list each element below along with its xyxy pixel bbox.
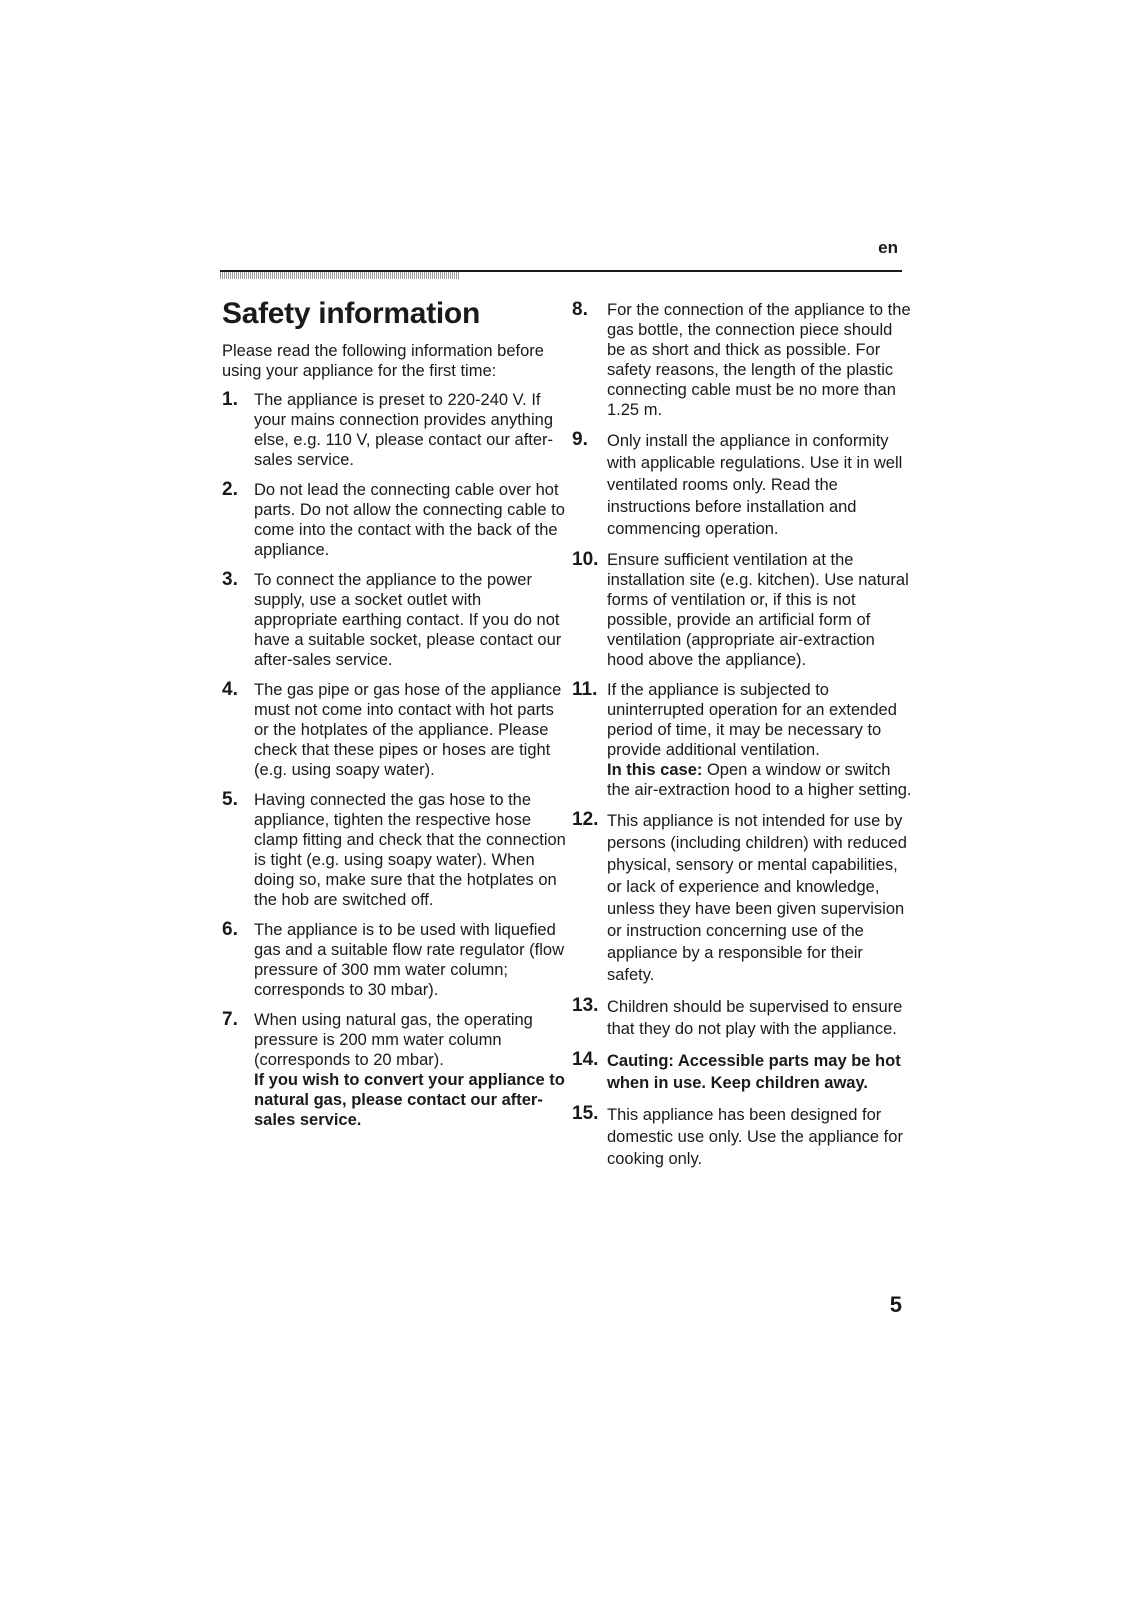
page-number: 5	[889, 1292, 902, 1317]
item-number: 14.	[572, 1049, 599, 1070]
item-text: If the appliance is subjected to uninterrupted operation for an extended period of time, it may be necessary to provide additional ventilation.	[607, 681, 897, 759]
item-text: Only install the appliance in conformity with applicable regulations. Use it in well ventilated rooms only. Read the instructions before installation and commencing operation.	[607, 432, 903, 538]
item-number: 6.	[222, 919, 238, 940]
item-number: 13.	[572, 995, 599, 1016]
safety-item	[572, 996, 912, 1040]
item-number: 11.	[572, 679, 598, 700]
item-number: 9.	[572, 429, 588, 450]
item-text: Ensure sufficient ventilation at the installation site (e.g. kitchen). Use natural forms of ventilation or, if this is not possible, provide an artificial form of ventilation (appropriate air-extraction hood above the appliance).	[607, 551, 909, 669]
item-number: 10.	[572, 549, 599, 570]
item-number: 5.	[222, 789, 238, 810]
safety-item	[222, 480, 567, 560]
item-text: The appliance is preset to 220-240 V. If your mains connection provides anything else, e.g. 110 V, please contact our after-sales service.	[254, 391, 554, 469]
item-warning-text: Cauting: Accessible parts may be hot when in use. Keep children away.	[607, 1052, 901, 1092]
safety-item	[572, 810, 912, 986]
item-text: Having connected the gas hose to the appliance, tighten the respective hose clamp fitting and check that the connection is tight (e.g. using soapy water). When doing so, make sure that the hotplates on the hob are switched off.	[254, 791, 566, 909]
item-warning-text: If you wish to convert your appliance to natural gas, please contact our after-sales service.	[254, 1071, 565, 1129]
item-text: Do not lead the connecting cable over hot parts. Do not allow the connecting cable to come into the contact with the back of the appliance.	[254, 481, 565, 559]
item-text: For the connection of the appliance to the gas bottle, the connection piece should be as short and thick as possible. For safety reasons, the length of the plastic connecting cable must be no more than 1.25 m.	[607, 301, 911, 419]
safety-item	[222, 920, 567, 1000]
safety-item	[222, 1010, 567, 1130]
left-column	[222, 296, 567, 1140]
page-title: Safety information	[222, 297, 480, 330]
item-number: 8.	[572, 299, 588, 320]
item-text: Children should be supervised to ensure that they do not play with the appliance.	[607, 998, 903, 1038]
item-text: When using natural gas, the operating pressure is 200 mm water column (corresponds to 20 mbar).	[254, 1011, 533, 1069]
header-hatch-bar	[220, 272, 460, 279]
safety-item	[222, 790, 567, 910]
item-number: 4.	[222, 679, 238, 700]
language-code: en	[878, 238, 898, 257]
case-label: In this case:	[607, 761, 703, 779]
intro-text: Please read the following information before using your appliance for the first time:	[222, 342, 544, 380]
item-text: To connect the appliance to the power supply, use a socket outlet with appropriate earthing contact. If you do not have a suitable socket, please contact our after-sales service.	[254, 571, 562, 669]
safety-item	[572, 1050, 912, 1094]
right-column	[572, 300, 912, 1180]
item-text: The appliance is to be used with liquefied gas and a suitable flow rate regulator (flow pressure of 300 mm water column; corresponds to 30 mbar).	[254, 921, 565, 999]
item-number: 2.	[222, 479, 238, 500]
safety-item	[222, 570, 567, 670]
item-text: This appliance is not intended for use by persons (including children) with reduced physical, sensory or mental capabilities, or lack of experience and knowledge, unless they have been given supervision or instruction concerning use of the appliance by a responsible for their safety.	[607, 812, 907, 984]
item-number: 15.	[572, 1103, 599, 1124]
item-number: 7.	[222, 1009, 238, 1030]
case-text: Open a window or switch the air-extraction hood to a higher setting.	[607, 761, 912, 799]
safety-item	[572, 680, 912, 800]
safety-item	[222, 390, 567, 470]
safety-item	[572, 300, 912, 420]
item-number: 12.	[572, 809, 599, 830]
item-text: The gas pipe or gas hose of the appliance must not come into contact with hot parts or the hotplates of the appliance. Please check that these pipes or hoses are tight (e.g. using soapy water).	[254, 681, 562, 779]
item-number: 1.	[222, 389, 238, 410]
safety-item	[572, 550, 912, 670]
item-number: 3.	[222, 569, 238, 590]
safety-item	[222, 680, 567, 780]
safety-item	[572, 1104, 912, 1170]
item-text: This appliance has been designed for domestic use only. Use the appliance for cooking only.	[607, 1106, 903, 1168]
safety-item	[572, 430, 912, 540]
